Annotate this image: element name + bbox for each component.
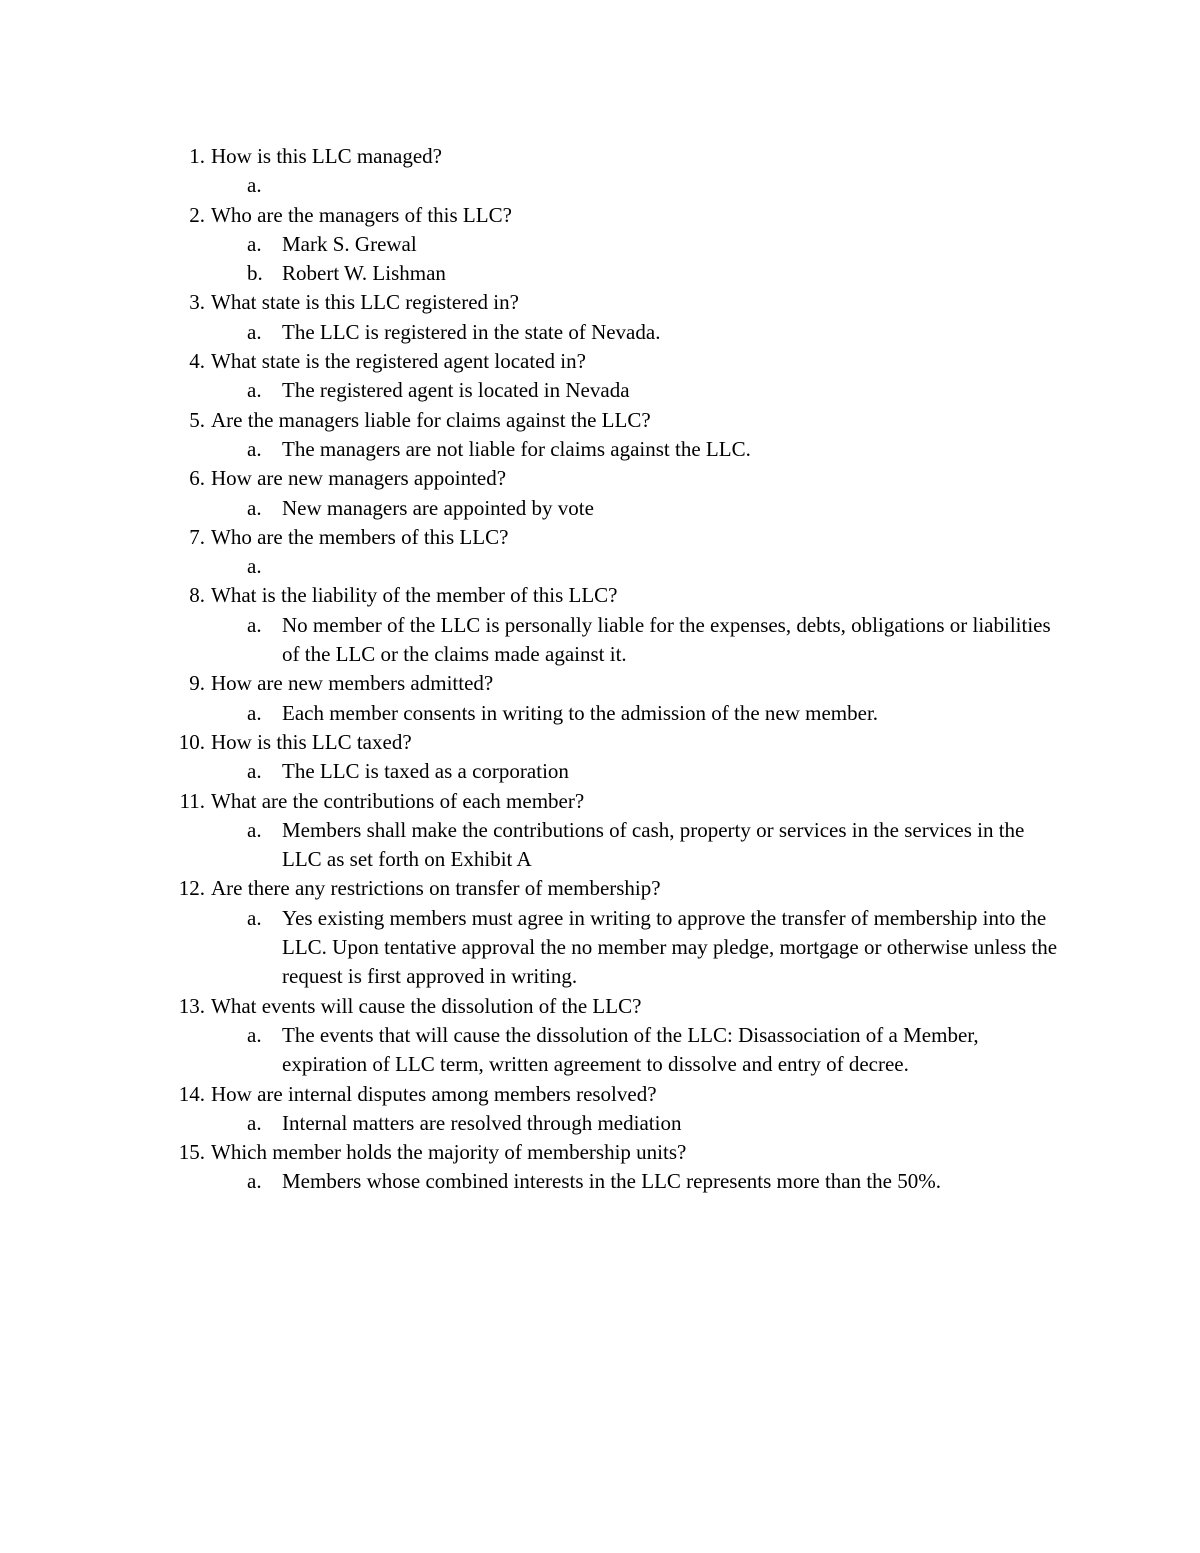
qa-list bbox=[0, 142, 1200, 1197]
question-number: 2. bbox=[189, 202, 205, 227]
answer bbox=[0, 757, 1062, 786]
question bbox=[0, 874, 1091, 903]
question bbox=[0, 669, 1091, 698]
answer-label: b. bbox=[247, 261, 263, 286]
question-number: 1. bbox=[189, 144, 205, 168]
question-number: 4. bbox=[189, 349, 205, 374]
answer-list bbox=[0, 1021, 1200, 1080]
question bbox=[0, 728, 1091, 757]
answer-label: a. bbox=[247, 436, 262, 461]
question-text: Who are the members of this LLC? bbox=[211, 524, 509, 549]
question-number: 11. bbox=[179, 788, 205, 813]
answer-label: a. bbox=[247, 1169, 262, 1194]
qa-item bbox=[0, 669, 1200, 728]
answer bbox=[0, 230, 1062, 259]
question bbox=[0, 406, 1091, 435]
question-text: Which member holds the majority of membership units? bbox=[211, 1140, 687, 1165]
answer-label: a. bbox=[247, 817, 262, 842]
question bbox=[0, 581, 1091, 610]
answer-text: Mark S. Grewal bbox=[282, 231, 417, 256]
answer-label: a. bbox=[247, 378, 262, 403]
qa-item bbox=[0, 581, 1200, 669]
question-number: 14. bbox=[178, 1081, 205, 1106]
question-number: 8. bbox=[189, 583, 205, 608]
qa-item bbox=[0, 874, 1200, 991]
question-text: How are internal disputes among members resolved? bbox=[211, 1081, 657, 1106]
question-text: Who are the managers of this LLC? bbox=[211, 202, 512, 227]
answer-label: a. bbox=[247, 905, 262, 930]
answer-label: a. bbox=[247, 1022, 262, 1047]
answer bbox=[0, 1167, 1062, 1196]
question bbox=[0, 1138, 1091, 1167]
qa-item bbox=[0, 201, 1200, 289]
answer-label: a. bbox=[247, 173, 262, 198]
qa-item bbox=[0, 787, 1200, 875]
question-text: How is this LLC managed? bbox=[211, 144, 442, 168]
answer bbox=[0, 171, 1062, 200]
answer-text: Each member consents in writing to the admission of the new member. bbox=[282, 700, 879, 725]
answer-text bbox=[282, 554, 287, 578]
answer-label: a. bbox=[247, 1110, 262, 1135]
question bbox=[0, 1080, 1091, 1109]
qa-item bbox=[0, 728, 1200, 787]
question-text: How are new managers appointed? bbox=[211, 466, 507, 491]
qa-item bbox=[0, 288, 1200, 347]
answer-label: a. bbox=[247, 319, 262, 344]
answer-list bbox=[0, 816, 1200, 875]
question-number: 15. bbox=[178, 1140, 205, 1165]
answer-list bbox=[0, 230, 1200, 289]
question bbox=[0, 464, 1091, 493]
answer-text: Members whose combined interests in the LLC represents more than the 50%. bbox=[282, 1169, 941, 1194]
answer-text: The managers are not liable for claims against the LLC. bbox=[282, 436, 751, 461]
answer-label: a. bbox=[247, 231, 262, 256]
answer-list bbox=[0, 318, 1200, 347]
answer bbox=[0, 1109, 1062, 1138]
question-number: 3. bbox=[189, 290, 205, 315]
answer-list bbox=[0, 494, 1200, 523]
question-text: What are the contributions of each member? bbox=[211, 788, 585, 813]
answer-text: The LLC is taxed as a corporation bbox=[282, 759, 569, 784]
answer-label: a. bbox=[247, 700, 262, 725]
question-number: 5. bbox=[189, 407, 205, 432]
question-text: What events will cause the dissolution of the LLC? bbox=[211, 993, 642, 1018]
answer-label: a. bbox=[247, 759, 262, 784]
question-number: 7. bbox=[189, 524, 205, 549]
question-text: What is the liability of the member of this LLC? bbox=[211, 583, 618, 608]
question-number: 10. bbox=[178, 729, 205, 754]
answer-list bbox=[0, 699, 1200, 728]
question-text: What state is this LLC registered in? bbox=[211, 290, 519, 315]
question-text: Are there any restrictions on transfer of membership? bbox=[211, 876, 661, 901]
question bbox=[0, 201, 1091, 230]
question bbox=[0, 992, 1091, 1021]
question-number: 6. bbox=[189, 466, 205, 491]
qa-item bbox=[0, 1138, 1200, 1197]
question-text: Are the managers liable for claims against the LLC? bbox=[211, 407, 651, 432]
qa-item bbox=[0, 347, 1200, 406]
question-text: What state is the registered agent located in? bbox=[211, 349, 586, 374]
answer-text: The events that will cause the dissolution of the LLC: Disassociation of a Member, expiration of LLC term, written agreement to dissolve and entry of decree. bbox=[282, 1022, 979, 1077]
answer bbox=[0, 494, 1062, 523]
answer-list bbox=[0, 1109, 1200, 1138]
answer bbox=[0, 435, 1062, 464]
answer bbox=[0, 816, 1062, 875]
answer-label: a. bbox=[247, 612, 262, 637]
answer-list bbox=[0, 1167, 1200, 1196]
answer-list bbox=[0, 552, 1200, 581]
answer-text: Internal matters are resolved through mediation bbox=[282, 1110, 682, 1135]
answer-list bbox=[0, 171, 1200, 200]
answer-list bbox=[0, 757, 1200, 786]
question bbox=[0, 523, 1091, 552]
question bbox=[0, 142, 1091, 171]
question-text: How are new members admitted? bbox=[211, 671, 494, 696]
answer-list bbox=[0, 435, 1200, 464]
question bbox=[0, 347, 1091, 376]
qa-item bbox=[0, 523, 1200, 582]
question-number: 13. bbox=[178, 993, 205, 1018]
answer-list bbox=[0, 611, 1200, 670]
answer-text: The LLC is registered in the state of Nevada. bbox=[282, 319, 661, 344]
question bbox=[0, 787, 1091, 816]
answer-text: Members shall make the contributions of cash, property or services in the services in the LLC as set forth on Exhibit A bbox=[282, 817, 1025, 872]
answer bbox=[0, 552, 1062, 581]
answer-label: a. bbox=[247, 554, 262, 579]
answer-label: a. bbox=[247, 495, 262, 520]
question bbox=[0, 288, 1091, 317]
answer bbox=[0, 376, 1062, 405]
answer-text: Robert W. Lishman bbox=[282, 261, 446, 286]
answer-text bbox=[282, 173, 287, 197]
question-text: How is this LLC taxed? bbox=[211, 729, 412, 754]
qa-item bbox=[0, 992, 1200, 1080]
question-number: 9. bbox=[189, 671, 205, 696]
answer-text: New managers are appointed by vote bbox=[282, 495, 594, 520]
qa-item bbox=[0, 464, 1200, 523]
answer bbox=[0, 611, 1062, 670]
answer-list bbox=[0, 376, 1200, 405]
answer-list bbox=[0, 904, 1200, 992]
answer-text: The registered agent is located in Nevada bbox=[282, 378, 630, 403]
qa-item bbox=[0, 1080, 1200, 1139]
answer bbox=[0, 1021, 1062, 1080]
qa-item bbox=[0, 406, 1200, 465]
answer bbox=[0, 699, 1062, 728]
answer-text: No member of the LLC is personally liable for the expenses, debts, obligations or liabilities of the LLC or the claims made against it. bbox=[282, 612, 1051, 667]
answer bbox=[0, 904, 1062, 992]
qa-item bbox=[0, 142, 1200, 201]
answer bbox=[0, 318, 1062, 347]
answer-text: Yes existing members must agree in writing to approve the transfer of membership into the LLC. Upon tentative approval the no member may pledge, mortgage or otherwise unless the request is first approved in writing. bbox=[282, 905, 1058, 989]
question-number: 12. bbox=[178, 876, 205, 901]
answer bbox=[0, 259, 1062, 288]
